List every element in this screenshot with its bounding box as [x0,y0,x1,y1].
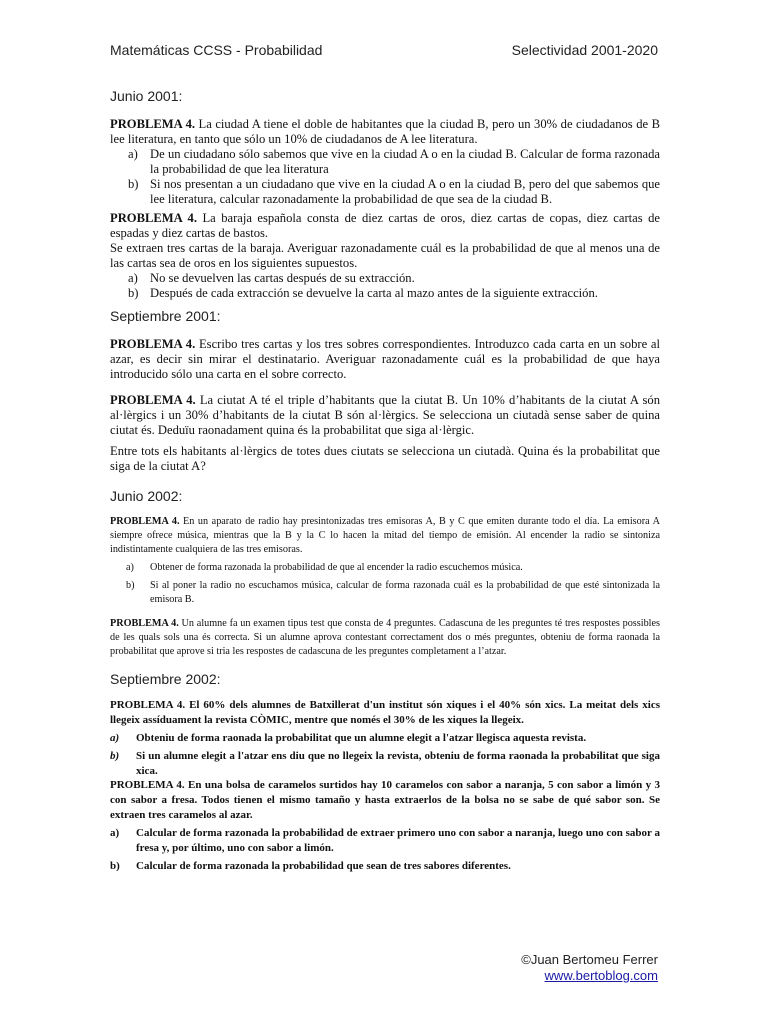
item-marker: b) [128,286,139,300]
problem-text: En un aparato de radio hay presintonizadas tres emisoras A, B y C que emiten durante todo el día. La emisora A siempre ofrece música, mientras que la B y la C lo hacen la mitad del tiempo de emisión. Al encender la radio se sintoniza indistintamente cualquiera de las tres emisoras. [110,516,660,555]
item-marker: a) [126,562,134,573]
item-text: Obteniu de forma raonada la probabilitat que un alumne elegit a l'atzar llegisca aquesta revista. [136,732,587,744]
item-text: Si un alumne elegit a l'atzar ens diu que no llegeix la revista, obteniu de forma raonada la probabilitat que siga xica. [136,750,660,777]
footer-link[interactable]: www.bertoblog.com [544,968,658,983]
problem-text-2: Entre tots els habitants al·lèrgics de totes dues ciutats se selecciona un ciutadà. Quina és la probabilitat que siga de la ciutat A? [110,444,660,473]
item-marker: a) [128,147,138,161]
problem-item-b [110,177,660,207]
section-junio-2001: Junio 2001: [110,88,183,104]
item-text: Obtener de forma razonada la probabilidad de que al encender la radio escuchemos música. [150,562,523,573]
problem-text: En una bolsa de caramelos surtidos hay 10 caramelos con sabor a naranja, 5 con sabor a limón y 3 con sabor a fresa. Todos tienen el mismo tamaño y hasta extraerlos de la bolsa no se sabe de qué sabor son. Se extraen tres caramelos al azar. [110,779,660,821]
problem-baraja [110,211,660,301]
section-junio-2002: Junio 2002: [110,488,183,504]
problem-text: Un alumne fa un examen tipus test que consta de 4 preguntes. Cadascuna de les preguntes té tres respostes possibles de les quals sols una és correcta. Si un alumne aprova contestant correctament dos o més preguntes, obteniu de forma raonada la probabilitat que aprove si tria les respostes de cadascuna de les preguntes completament a l’atzar. [110,618,660,657]
item-text: De un ciudadano sólo sabemos que vive en la ciudad A o en la ciudad B. Calcular de forma razonada la probabilidad de que lea literatura [150,147,660,176]
section-septiembre-2001: Septiembre 2001: [110,308,221,324]
item-text: Calcular de forma razonada la probabilidad de extraer primero uno con sabor a naranja, luego uno con sabor a fresa y, por último, uno con sabor a limón. [136,827,660,854]
problem-item-a [110,826,660,856]
problem-label: PROBLEMA 4. [110,393,196,407]
problem-item-b [110,579,660,607]
item-text: No se devuelven las cartas después de su extracción. [150,271,415,285]
problem-text: La ciudad A tiene el doble de habitantes que la ciudad B, pero un 30% de ciudadanos de B lee literatura, en tanto que sólo un 10% de ciudadanos de A lee literatura. [110,117,660,146]
problem-revista-comic [110,698,660,779]
problem-item-a [110,147,660,177]
problem-caramelos [110,778,660,874]
problem-text: La baraja española consta de diez cartas de oros, diez cartas de copas, diez cartas de espadas y diez cartas de bastos. [110,211,660,240]
item-text: Calcular de forma razonada la probabilidad que sean de tres sabores diferentes. [136,860,511,872]
problem-text-2: Se extraen tres cartas de la baraja. Averiguar razonadamente cuál es la probabilidad de que al menos una de las cartas sea de oros en los siguientes supuestos. [110,241,660,270]
problem-ciudades-literatura [110,117,660,207]
item-marker: a) [128,271,138,285]
problem-item-b [110,859,660,874]
problem-ciutats-allergics [110,393,660,474]
problem-label: PROBLEMA 4. [110,337,196,351]
problem-text: Escribo tres cartas y los tres sobres correspondientes. Introduzco cada carta en un sobre al azar, es decir sin mirar el destinatario. Averiguar razonadamente cuál es la probabilidad de que haya introducido sólo una carta en el sobre correcto. [110,337,660,381]
problem-item-a [110,731,660,746]
problem-label: PROBLEMA 4. [110,516,180,527]
item-marker: b) [126,580,135,591]
problem-item-a [110,561,660,575]
item-text: Si al poner la radio no escuchamos música, calcular de forma razonada cuál es la probabilidad de que esté sintonizada la emisora B. [150,580,660,605]
problem-label: PROBLEMA 4. [110,699,186,711]
problem-text: La ciutat A té el triple d’habitants que la ciutat B. Un 10% d’habitants de la ciutat A són al·lèrgics i un 30% d’habitants de la ciutat B són al·lèrgics. Se selecciona un ciutadà sense saber de quina ciutat és. Deduïu raonadament quina és la probabilitat que siga al·lèrgic. [110,393,660,437]
problem-cartas-sobres [110,337,660,382]
footer-author: ©Juan Bertomeu Ferrer [521,952,658,967]
problem-label: PROBLEMA 4. [110,117,196,131]
item-marker: b) [110,750,120,762]
item-marker: b) [110,860,120,872]
section-septiembre-2002: Septiembre 2002: [110,671,221,687]
item-marker: b) [128,177,139,191]
item-text: Si nos presentan a un ciudadano que vive en la ciudad A o en la ciudad B, pero del que sabemos que lee literatura, calcular razonadamente la probabilidad de que sea de la ciudad B. [150,177,660,206]
item-marker: a) [110,827,120,839]
header-range: Selectividad 2001-2020 [511,42,658,58]
problem-radio-emisoras [110,515,660,607]
item-text: Después de cada extracción se devuelve la carta al mazo antes de la siguiente extracción. [150,286,598,300]
problem-text: El 60% dels alumnes de Batxillerat d'un institut són xiques i el 40% són xics. La meitat dels xics llegeix assíduament la revista CÒMIC, mentre que només el 30% de les xiques la llegeix. [110,699,660,726]
problem-item-a [110,271,660,286]
problem-item-b [110,749,660,779]
problem-item-b [110,286,660,301]
problem-label: PROBLEMA 4. [110,211,197,225]
problem-label: PROBLEMA 4. [110,618,179,629]
problem-label: PROBLEMA 4. [110,779,185,791]
item-marker: a) [110,732,120,744]
problem-examen-test [110,617,660,659]
header-title: Matemáticas CCSS - Probabilidad [110,42,323,58]
